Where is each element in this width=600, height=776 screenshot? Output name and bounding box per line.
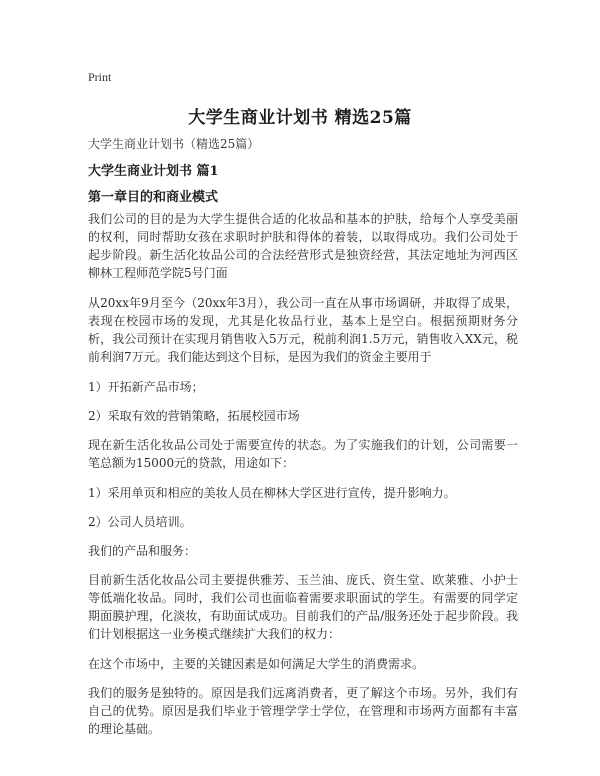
paragraph-products: 目前新生活化妆品公司主要提供雅芳、玉兰油、庞氏、资生堂、欧莱雅、小护士等低端化妆品。同时，我们公司也面临着需要求职面试的学生。有需要的同学定期面膜护理，化淡妆，有助面试成功。目前我们的产品/服务还处于起步阶段。我们计划根据这一业务模式继续扩大我们的权力： [88,573,518,641]
document-subtitle: 大学生商业计划书（精选25篇） [88,137,260,151]
list-item-training: 2）公司人员培训。 [88,515,192,529]
section-heading: 大学生商业计划书 篇1 [88,164,219,179]
list-item-promotion: 1）采用单页和相应的美妆人员在柳林大学区进行宣传，提升影响力。 [88,486,456,500]
page-title: 大学生商业计划书 精选25篇 [188,108,412,128]
list-item-marketing-strategy: 2）采取有效的营销策略，拓展校园市场 [88,409,300,423]
list-item-new-market: 1）开拓新产品市场； [88,380,204,394]
paragraph-purpose: 我们公司的目的是为大学生提供合适的化妆品和基本的护肤，给每个人享受美丽的权利，同时帮助女孩在求职时护肤和得体的着装，以取得成功。我们公司处于起步阶段。新生活化妆品公司的合法经营形式是独资经营，其法定地址为河西区柳林工程师范学院5号门面 [88,212,518,280]
paragraph-products-heading: 我们的产品和服务： [88,544,197,558]
print-label[interactable]: Print [88,70,112,84]
paragraph-services: 我们的服务是独特的。原因是我们远离消费者，更了解这个市场。另外，我们有自己的优势。原因是我们毕业于管理学学士学位，在管理和市场两方面都有丰富的理论基础。 [88,686,518,736]
chapter-heading: 第一章目的和商业模式 [88,190,219,205]
paragraph-loan: 现在新生活化妆品公司处于需要宣传的状态。为了实施我们的计划，公司需要一笔总额为15000元的贷款，用途如下： [88,438,518,470]
paragraph-market-research: 从20xx年9月至今（20xx年3月），我公司一直在从事市场调研，并取得了成果，表现在校园市场的发现，尤其是化妆品行业，基本上是空白。根据预期财务分析，我公司预计在实现月销售收入5万元，税前利润1.5万元，销售收入XX元，税前利润7万元。我们能达到这个目标，是因为我们的资金主要用于 [88,296,518,364]
paragraph-key-factor: 在这个市场中，主要的关键因素是如何满足大学生的消费需求。 [88,657,425,671]
document-body [88,210,518,750]
